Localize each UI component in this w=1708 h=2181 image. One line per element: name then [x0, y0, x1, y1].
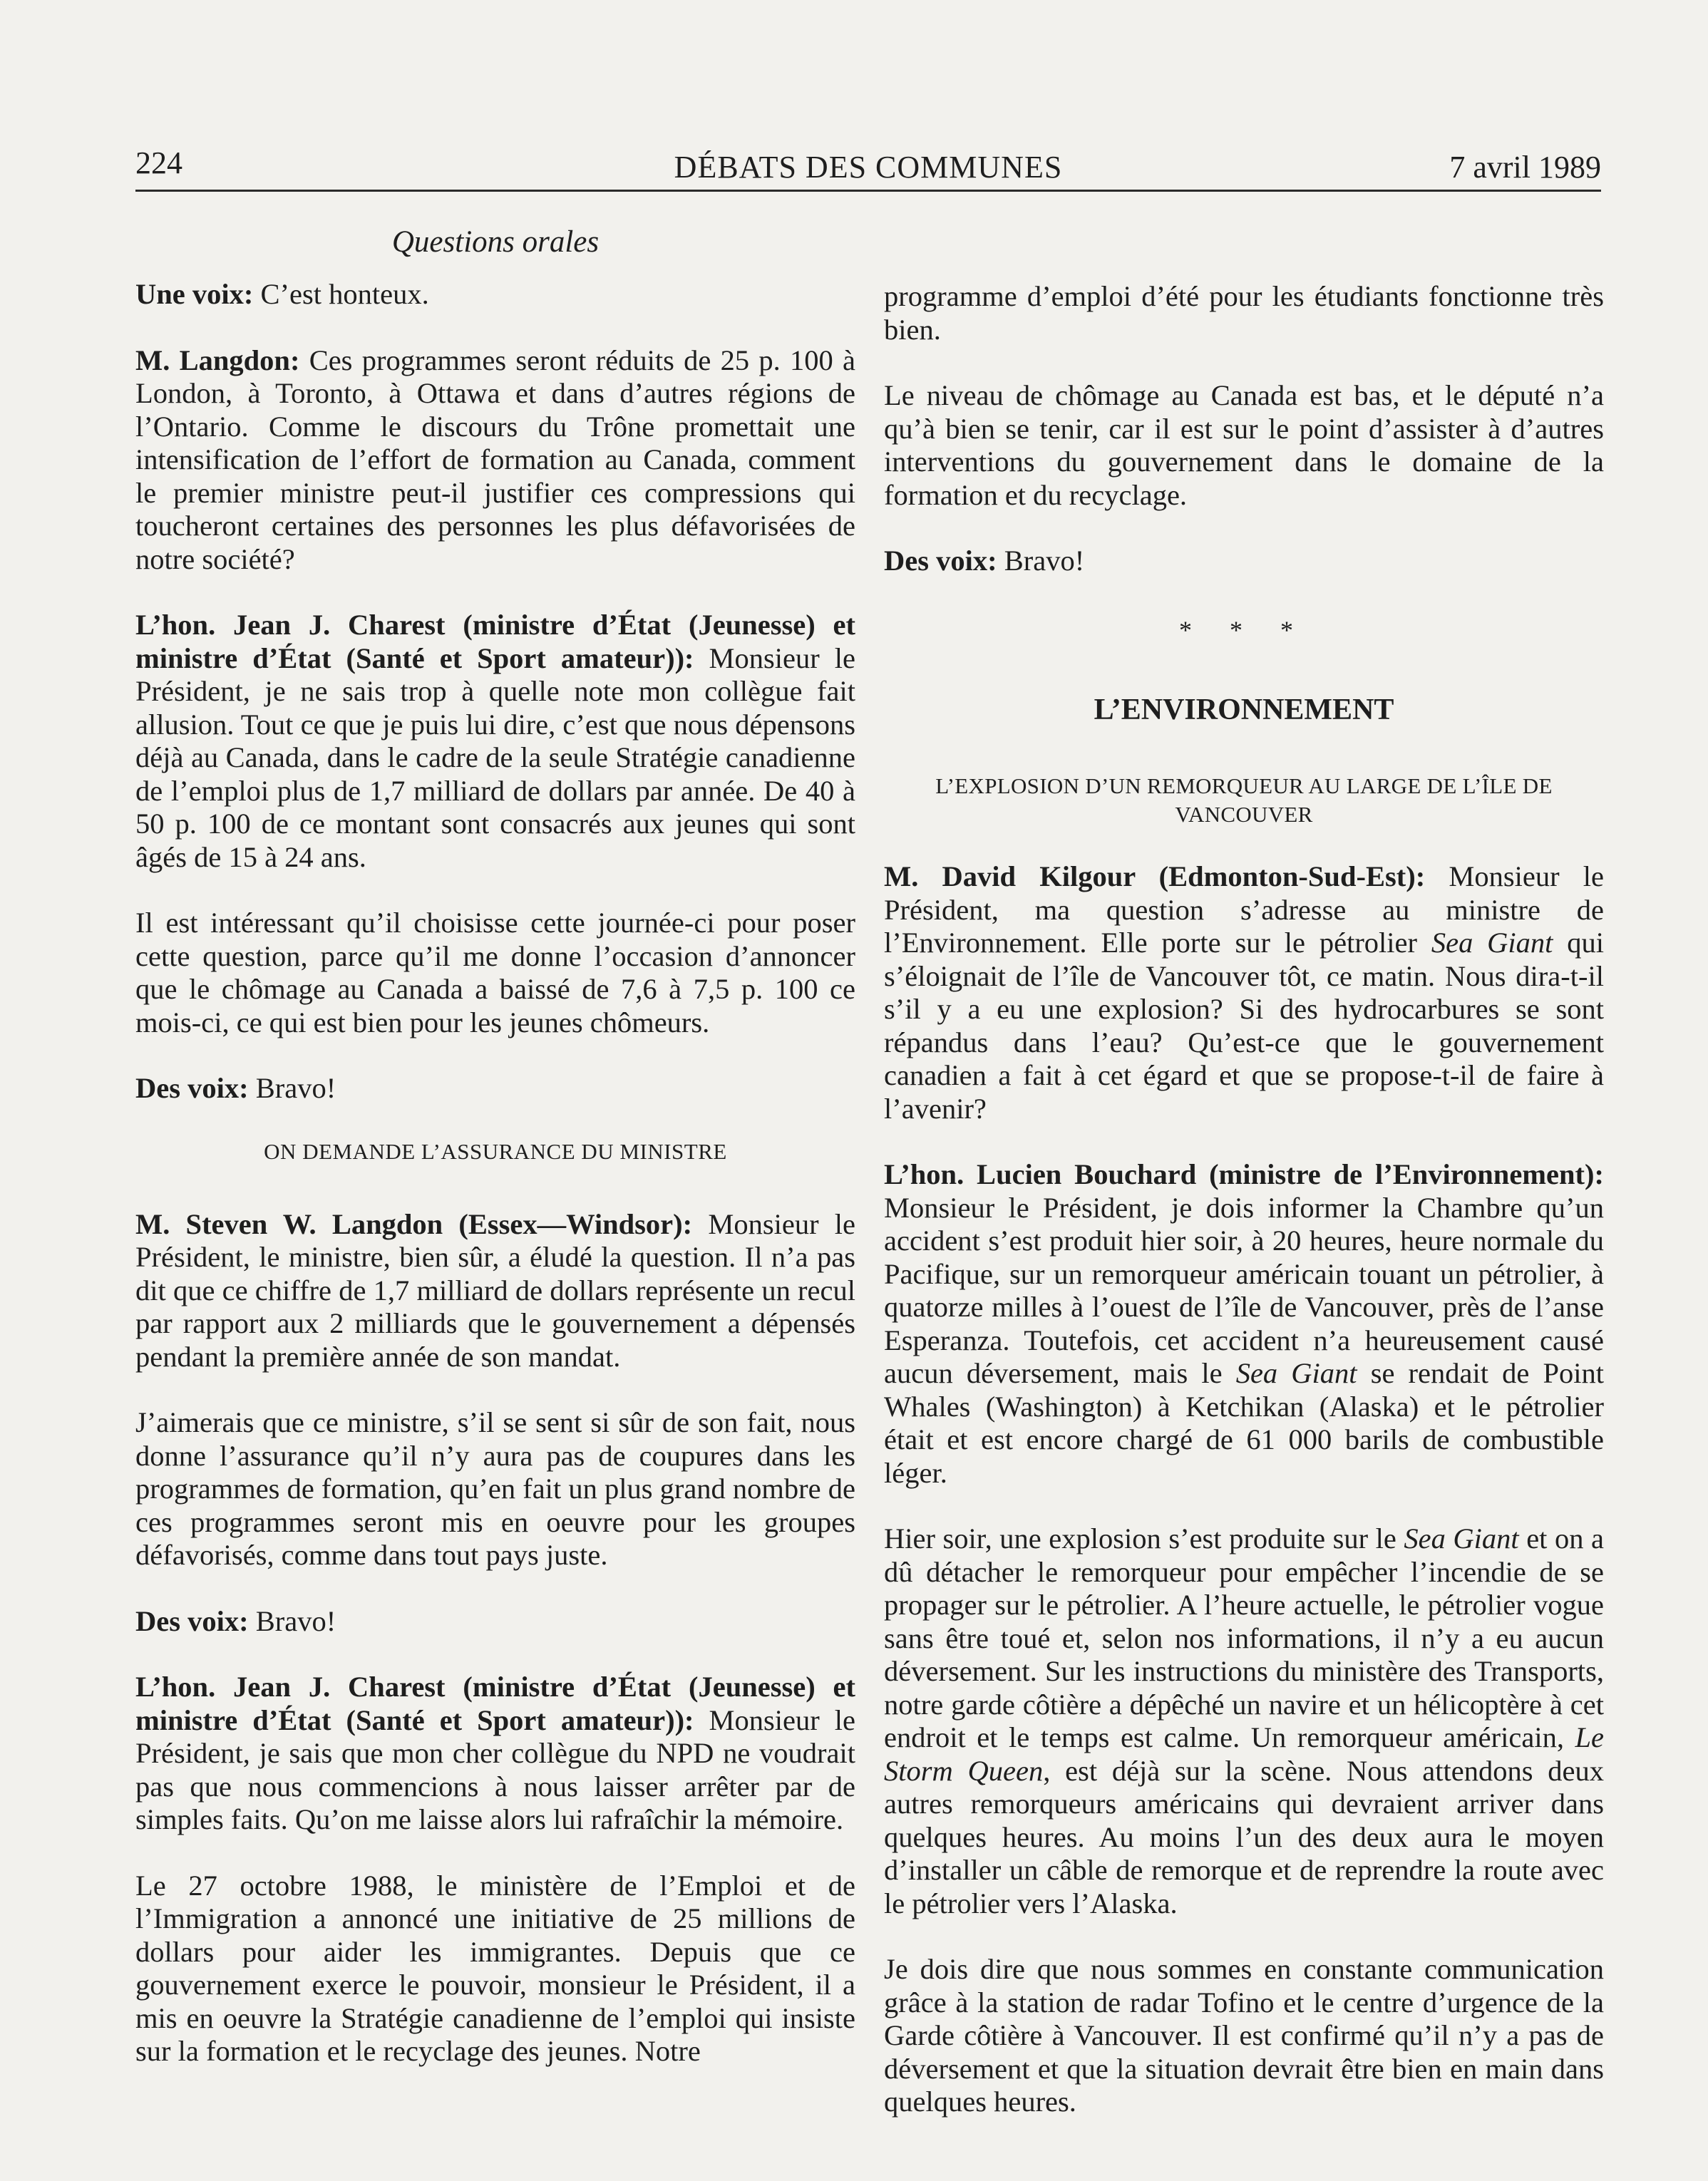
ship-name: Sea Giant: [1431, 927, 1553, 959]
speaker-name: M. Steven W. Langdon (Essex—Windsor):: [135, 1207, 693, 1240]
paragraph: Des voix: Bravo!: [135, 1072, 336, 1104]
paragraph: Hier soir, une explosion s’est produite sur le Sea Giant et on a dû détacher le remorqueur pour empêcher l’incendie de se propager sur le pétrolier. A l’heure actuelle, le pétrolier vogue sans être toué et, selon nos informations, il n’y a eu aucun déversement. Sur les instructions du ministère des Transports, notre garde côtière a dépêché un navire et un hélicoptère à cet endroit et le temps est calme. Un remorqueur américain, Le Storm Queen, est déjà sur la scène. Nous attendons deux autres remorqueurs américains qui devraient arriver dans quelques heures. Au moins l’un des deux aura le moyen d’installer un câble de remorque et de reprendre la route avec le pétrolier vers l’Alaska.: [884, 1522, 1604, 1919]
speaker-name: L’hon. Jean J. Charest (ministre d’État (Jeunesse) et ministre d’État (Santé et Sport amateur)):: [135, 609, 855, 674]
paragraph: L’hon. Jean J. Charest (ministre d’État (Jeunesse) et ministre d’État (Santé et Sport amateur)): Monsieur le Président, je ne sais trop à quelle note mon collègue fait allusion. Tout ce que je puis lui dire, c’est que nous dépensons déjà au Canada, dans le cadre de la seule Stratégie canadienne de l’emploi plus de 1,7 milliard de dollars par année. De 40 à 50 p. 100 de ce montant sont consacrés aux jeunes qui sont âgés de 15 à 24 ans.: [135, 609, 855, 873]
header-rule: [135, 190, 1601, 192]
subheading: L’EXPLOSION D’UN REMORQUEUR AU LARGE DE L’ÎLE DE VANCOUVER: [935, 773, 1553, 827]
speaker-name: L’hon. Jean J. Charest (ministre d’État (Jeunesse) et ministre d’État (Santé et Sport amateur)):: [135, 1671, 855, 1736]
left-column: [135, 278, 855, 2068]
ship-name: Sea Giant: [1235, 1357, 1357, 1389]
speaker-name: Des voix:: [884, 545, 997, 577]
publication-title: DÉBATS DES COMMUNES: [674, 150, 1063, 185]
paragraph: programme d’emploi d’été pour les étudiants fonctionne très bien.: [884, 280, 1604, 346]
section-heading: L’ENVIRONNEMENT: [1094, 694, 1394, 726]
subheading: ON DEMANDE L’ASSURANCE DU MINISTRE: [264, 1138, 727, 1164]
section-label: Questions orales: [391, 225, 600, 259]
paragraph: Le niveau de chômage au Canada est bas, et le député n’a qu’à bien se tenir, car il est sur le point d’assister à d’autres interventions du gouvernement dans le domaine de la formation et du recyclage.: [884, 379, 1604, 511]
paragraph: J’aimerais que ce ministre, s’il se sent si sûr de son fait, nous donne l’assurance qu’il n’y aura pas de coupures dans les programmes de formation, qu’en fait un plus grand nombre de ces programmes seront mis en oeuvre pour les groupes défavorisés, comme dans tout pays juste.: [135, 1406, 855, 1571]
page-header: [135, 146, 1601, 189]
speaker-name: Une voix:: [135, 278, 254, 310]
speaker-name: Des voix:: [135, 1604, 249, 1637]
paragraph: Il est intéressant qu’il choisisse cette journée-ci pour poser cette question, parce qu’il me donne l’occasion d’annoncer que le chômage au Canada a baissé de 7,6 à 7,5 p. 100 ce mois-ci, ce qui est bien pour les jeunes chômeurs.: [135, 907, 855, 1038]
speaker-name: L’hon. Lucien Bouchard (ministre de l’Environnement):: [884, 1158, 1604, 1190]
ship-name: Sea Giant: [1404, 1522, 1519, 1554]
paragraph: Des voix: Bravo!: [135, 1604, 336, 1637]
paragraph: M. Steven W. Langdon (Essex—Windsor): Monsieur le Président, le ministre, bien sûr, a éludé la question. Il n’a pas dit que ce chiffre de 1,7 milliard de dollars représente un recul par rapport aux 2 milliards que le gouvernement a dépensés pendant la première année de son mandat.: [135, 1207, 855, 1373]
speaker-name: M. David Kilgour (Edmonton-Sud-Est):: [884, 860, 1426, 892]
page-number: 224: [135, 145, 182, 180]
paragraph: Des voix: Bravo!: [884, 545, 1085, 577]
speaker-name: M. Langdon:: [135, 344, 300, 376]
speaker-name: Des voix:: [135, 1072, 249, 1104]
paragraph: M. David Kilgour (Edmonton-Sud-Est): Monsieur le Président, ma question s’adresse au ministre de l’Environnement. Elle porte sur le pétrolier Sea Giant qui s’éloignait de l’île de Vancouver tôt, ce matin. Nous dira-t-il s’il y a eu une explosion? Si des hydrocarbures se sont répandus dans l’eau? Qu’est-ce que le gouvernement canadien a fait à cet égard et que se propose-t-il de faire à l’avenir?: [884, 860, 1605, 1125]
ship-name: Le Storm Queen: [884, 1721, 1604, 1787]
paragraph: Une voix: C’est honteux.: [135, 278, 429, 310]
paragraph: Je dois dire que nous sommes en constante communication grâce à la station de radar Tofino et le centre d’urgence de la Garde côtière à Vancouver. Il est confirmé qu’il n’y a pas de déversement et que la situation devrait être bien en main dans quelques heures.: [884, 1953, 1604, 2118]
paragraph: L’hon. Jean J. Charest (ministre d’État (Jeunesse) et ministre d’État (Santé et Sport amateur)): Monsieur le Président, je sais que mon cher collègue du NPD ne voudrait pas que nous commencions à nous laisser arrêter par de simples faits. Qu’on me laisse alors lui rafraîchir la mémoire.: [135, 1671, 855, 1835]
publication-date: 7 avril 1989: [1449, 150, 1601, 185]
section-separator: * * *: [1179, 615, 1309, 644]
paragraph: L’hon. Lucien Bouchard (ministre de l’Environnement): Monsieur le Président, je dois informer la Chambre qu’un accident s’est produit hier soir, à 20 heures, heure normale du Pacifique, sur un remorqueur américain touant un pétrolier, à quatorze milles à l’ouest de l’île de Vancouver, près de l’anse Esperanza. Toutefois, cet accident n’a heureusement causé aucun déversement, mais le Sea Giant se rendait de Point Whales (Washington) à Ketchikan (Alaska) et le pétrolier était et est encore chargé de 61 000 barils de combustible léger.: [884, 1158, 1604, 1489]
right-column: [884, 280, 1604, 2119]
paragraph: Le 27 octobre 1988, le ministère de l’Emploi et de l’Immigration a annoncé une initiative de 25 millions de dollars pour aider les immigrantes. Depuis que ce gouvernement exerce le pouvoir, monsieur le Président, il a mis en oeuvre la Stratégie canadienne de l’emploi qui insiste sur la formation et le recyclage des jeunes. Notre: [135, 1869, 855, 2067]
paragraph: M. Langdon: Ces programmes seront réduits de 25 p. 100 à London, à Toronto, à Ottawa et dans d’autres régions de l’Ontario. Comme le discours du Trône promettait une intensification de l’effort de formation au Canada, comment le premier ministre peut-il justifier ces compressions qui toucheront certaines des personnes les plus défavorisées de notre société?: [135, 344, 855, 575]
